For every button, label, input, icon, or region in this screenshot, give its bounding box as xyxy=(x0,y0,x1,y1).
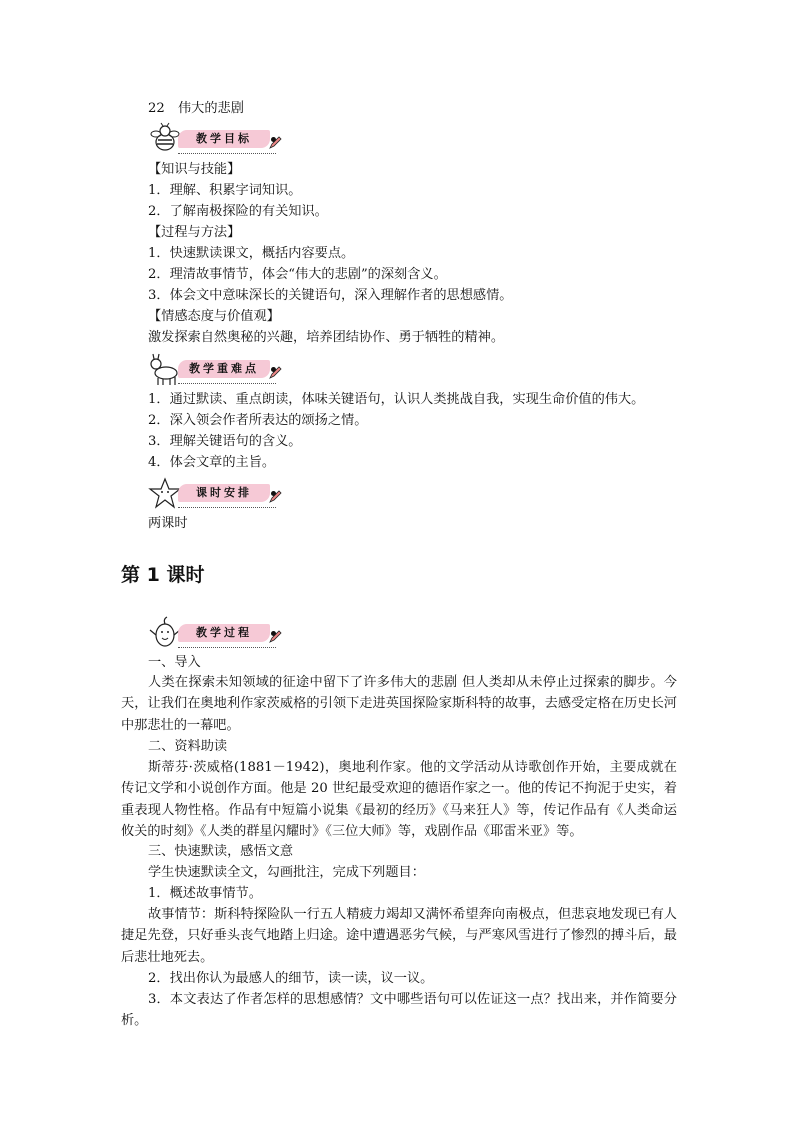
key-point-item: 2．深入领会作者所表达的颂扬之情。 xyxy=(148,413,368,428)
question-item: 1．概述故事情节。 xyxy=(148,886,262,901)
attitude-text: 激发探索自然奥秘的兴趣，培养团结协作、勇于牺牲的精神。 xyxy=(148,330,505,345)
donkey-mascot-icon xyxy=(148,352,182,386)
schedule-badge xyxy=(148,476,278,510)
answer-paragraph: 故事情节：斯科特探险队一行五人精疲力竭却又满怀希望奔向南极点，但悲哀地发现已有人捷足先登，只好垂头丧气地踏上归途。途中遭遇恶劣气候，与严寒风雪进行了惨烈的搏斗后，最后悲壮地死去。 xyxy=(121,907,677,965)
question-item: 3．本文表达了作者怎样的思想感情？文中哪些语句可以佐证这一点？找出来，并作简要分析。 xyxy=(121,992,677,1029)
process-badge xyxy=(148,616,278,650)
badge-underline xyxy=(178,645,276,648)
knowledge-header: 【知识与技能】 xyxy=(148,162,241,177)
key-points-badge-label: 教学重难点 xyxy=(178,360,270,378)
key-points-badge xyxy=(148,352,278,386)
key-point-item: 3．理解关键语句的含义。 xyxy=(148,434,302,449)
goals-badge-label: 教学目标 xyxy=(178,130,270,148)
badge-underline xyxy=(178,151,276,154)
process-item: 2．理清故事情节，体会“伟大的悲剧”的深刻含义。 xyxy=(148,267,447,282)
attitude-header: 【情感态度与价值观】 xyxy=(148,309,280,324)
knowledge-item: 2．了解南极探险的有关知识。 xyxy=(148,204,328,219)
process-item: 3．体会文中意味深长的关键语句，深入理解作者的思想感情。 xyxy=(148,288,513,303)
pencil-icon xyxy=(268,630,282,644)
process-header: 【过程与方法】 xyxy=(148,225,241,240)
pencil-icon xyxy=(268,490,282,504)
intro-paragraph: 人类在探索未知领域的征途中留下了许多伟大的悲剧 但人类却从未停止过探索的脚步。今天，让我们在奥地利作家茨威格的引领下走进英国探险家斯科特的故事，去感受定格在历史长河中那悲壮的一幕吧。 xyxy=(121,675,677,733)
pencil-icon xyxy=(268,366,282,380)
lesson-title: 22 伟大的悲剧 xyxy=(148,101,244,116)
pencil-icon xyxy=(268,136,282,150)
bee-mascot-icon xyxy=(148,122,182,156)
process-item: 1．快速默读课文，概括内容要点。 xyxy=(148,246,355,261)
star-mascot-icon xyxy=(148,476,182,510)
task-intro: 学生快速默读全文，勾画批注，完成下列题目： xyxy=(148,865,425,880)
key-point-item: 4．体会文章的主旨。 xyxy=(148,455,276,470)
key-point-item: 1．通过默读、重点朗读，体味关键语句，认识人类挑战自我，实现生命价值的伟大。 xyxy=(148,392,645,407)
section-title: 一、导入 xyxy=(148,655,201,670)
schedule-badge-label: 课时安排 xyxy=(178,484,270,502)
goals-badge xyxy=(148,122,278,156)
badge-underline xyxy=(178,505,276,508)
seed-mascot-icon xyxy=(148,616,182,650)
section-title: 三、快速默读，感悟文意 xyxy=(148,844,294,859)
knowledge-item: 1．理解、积累字词知识。 xyxy=(148,183,302,198)
question-item: 2．找出你认为最感人的细节，读一读，议一议。 xyxy=(148,971,434,986)
author-paragraph: 斯蒂芬·茨威格(1881－1942)，奥地利作家。他的文学活动从诗歌创作开始，主要成就在传记文学和小说创作方面。他是 20 世纪最受欢迎的德语作家之一。他的传记不拘泥于史实，着重表现人物性格。作品有中短篇小说集《最初的经历》《马来狂人》等，传记作品有《人类命运攸关的时刻》《人类的群星闪耀时》《三位大师》等，戏剧作品《耶雷米亚》等。 xyxy=(121,760,677,839)
lesson-heading: 第 1 课时 xyxy=(121,564,205,586)
badge-underline xyxy=(178,381,276,384)
process-badge-label: 教学过程 xyxy=(178,624,270,642)
section-title: 二、资料助读 xyxy=(148,739,228,754)
schedule-text: 两课时 xyxy=(148,516,188,531)
